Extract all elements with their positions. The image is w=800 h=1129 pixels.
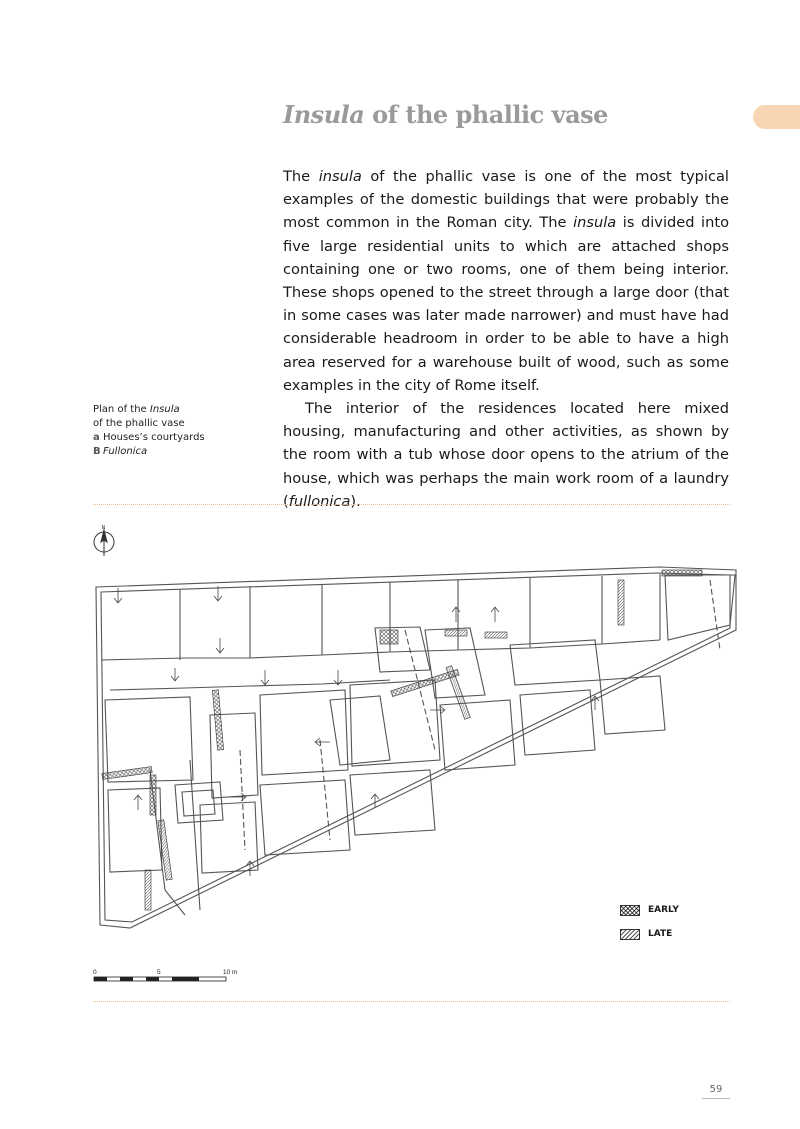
title-italic: Insula <box>283 100 365 129</box>
paragraph-1-segment: insula <box>573 214 617 232</box>
caption-prefix: Plan of the <box>93 404 150 415</box>
paragraph-2-segment: fullonica <box>288 492 351 510</box>
paragraph-1-segment: is divided into five large residential units to which are attached shops containing one or two rooms, one of them being interior. These shops opened to the street through a large door (that in some cases was later made narrower) and must have had considerable headroom in order to be able to have a high area reserved for a warehouse built of wood, such as some examples in the city of Rome itself. <box>283 214 730 394</box>
insula-plan <box>90 520 750 950</box>
paragraph-1-segment: of the phallic vase is one of the most typical examples of the domestic buildings that were probably the most common in the Roman city. The <box>283 168 729 232</box>
scale-bar <box>93 967 243 985</box>
caption-key-b: B <box>93 446 101 457</box>
paragraph-2-segment: The interior of the residences located here mixed housing, manufacturing and other activities, as shown by the room with a tub whose door opens to the atrium of the house, which was perhaps the main work room of a laundry ( <box>283 400 729 510</box>
paragraph-1 <box>283 165 729 397</box>
legend-late: LATE <box>648 929 673 939</box>
dotted-rule-bottom <box>93 1001 730 1002</box>
legend-swatch-late <box>620 929 640 940</box>
page-title <box>283 100 608 129</box>
caption-item-b: Fullonica <box>103 446 148 457</box>
paragraph-1-segment: The <box>283 168 319 185</box>
paragraph-2-segment: ). <box>350 492 361 510</box>
figure-caption <box>93 403 205 459</box>
north-arrow <box>94 525 114 556</box>
north-label: N <box>101 525 106 531</box>
plan-legend <box>620 903 679 951</box>
paragraph-1-segment: insula <box>318 168 362 185</box>
legend-swatch-early <box>620 905 640 916</box>
paragraph-2 <box>283 397 729 513</box>
scale-label-0: 0 <box>93 969 97 976</box>
legend-early: EARLY <box>648 905 679 915</box>
page-number: 59 <box>702 1084 730 1099</box>
scale-label-10: 10 m <box>223 969 238 976</box>
dotted-rule-top <box>93 504 730 505</box>
caption-item-a: Houses’s courtyards <box>103 432 205 443</box>
scale-label-5: 5 <box>157 969 161 976</box>
chapter-tab <box>753 105 800 129</box>
caption-italic: Insula <box>149 404 180 415</box>
caption-key-a: a <box>93 432 100 443</box>
caption-line2: of the phallic vase <box>93 418 185 429</box>
title-rest: of the phallic vase <box>364 100 608 129</box>
body-text <box>283 165 729 513</box>
